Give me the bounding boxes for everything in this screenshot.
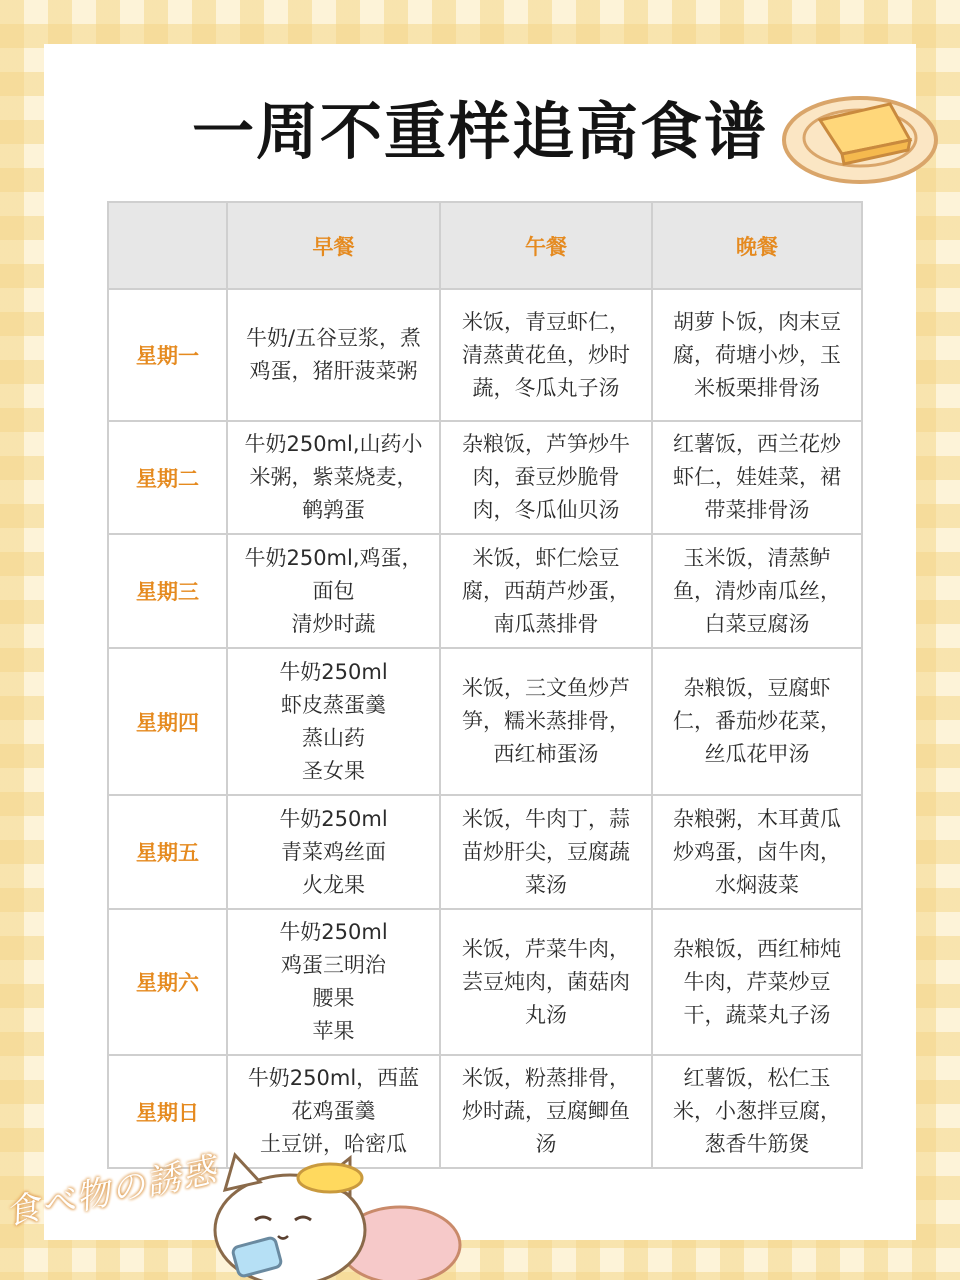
breakfast-cell: 牛奶250ml 鸡蛋三明治 腰果 苹果: [227, 909, 440, 1055]
table-row: [108, 648, 862, 795]
page-title: 一周不重样追高食谱: [191, 95, 768, 168]
day-label: 星期六: [108, 909, 227, 1055]
breakfast-cell: 牛奶250ml 虾皮蒸蛋羹 蒸山药 圣女果: [227, 648, 440, 795]
day-label: 星期四: [108, 648, 227, 795]
header-corner: [108, 202, 227, 289]
lunch-cell: 米饭，青豆虾仁，清蒸黄花鱼，炒时蔬，冬瓜丸子汤: [440, 289, 652, 421]
brand-watermark: 食べ物の誘惑: [1, 1149, 222, 1234]
dinner-cell: 红薯饭，松仁玉米，小葱拌豆腐，葱香牛筋煲: [652, 1055, 862, 1168]
header-lunch: 午餐: [440, 202, 652, 289]
day-label: 星期日: [108, 1055, 227, 1168]
table-row: [108, 421, 862, 534]
day-label: 星期五: [108, 795, 227, 909]
breakfast-cell: 牛奶/五谷豆浆，煮鸡蛋，猪肝菠菜粥: [227, 289, 440, 421]
lunch-cell: 杂粮饭，芦笋炒牛肉，蚕豆炒脆骨肉，冬瓜仙贝汤: [440, 421, 652, 534]
table-row: [108, 795, 862, 909]
dinner-cell: 玉米饭，清蒸鲈鱼，清炒南瓜丝，白菜豆腐汤: [652, 534, 862, 648]
dinner-cell: 胡萝卜饭，肉末豆腐，荷塘小炒，玉米板栗排骨汤: [652, 289, 862, 421]
dinner-cell: 杂粮饭，西红柿炖牛肉，芹菜炒豆干，蔬菜丸子汤: [652, 909, 862, 1055]
dinner-cell: 杂粮粥，木耳黄瓜炒鸡蛋，卤牛肉，水焖菠菜: [652, 795, 862, 909]
dinner-cell: 红薯饭，西兰花炒虾仁，娃娃菜，裙带菜排骨汤: [652, 421, 862, 534]
lunch-cell: 米饭，芹菜牛肉，芸豆炖肉，菌菇肉丸汤: [440, 909, 652, 1055]
lunch-cell: 米饭，牛肉丁，蒜苗炒肝尖，豆腐蔬菜汤: [440, 795, 652, 909]
header-breakfast: 早餐: [227, 202, 440, 289]
breakfast-cell: 牛奶250ml,鸡蛋， 面包 清炒时蔬: [227, 534, 440, 648]
breakfast-cell: 牛奶250ml 青菜鸡丝面 火龙果: [227, 795, 440, 909]
day-label: 星期三: [108, 534, 227, 648]
dinner-cell: 杂粮饭，豆腐虾仁，番茄炒花菜，丝瓜花甲汤: [652, 648, 862, 795]
breakfast-cell: 牛奶250ml，西蓝花鸡蛋羹 土豆饼，哈密瓜: [227, 1055, 440, 1168]
day-label: 星期一: [108, 289, 227, 421]
lunch-cell: 米饭，粉蒸排骨，炒时蔬，豆腐鲫鱼汤: [440, 1055, 652, 1168]
lunch-cell: 米饭，三文鱼炒芦笋，糯米蒸排骨，西红柿蛋汤: [440, 648, 652, 795]
lunch-cell: 米饭，虾仁烩豆腐，西葫芦炒蛋，南瓜蒸排骨: [440, 534, 652, 648]
header-row: [108, 202, 862, 289]
cake-plate-illustration: [780, 80, 940, 190]
weekly-menu-table: [107, 201, 863, 1169]
breakfast-cell: 牛奶250ml,山药小米粥，紫菜烧麦，鹌鹑蛋: [227, 421, 440, 534]
day-label: 星期二: [108, 421, 227, 534]
table-row: [108, 289, 862, 421]
header-dinner: 晚餐: [652, 202, 862, 289]
cat-illustration: [180, 1150, 470, 1280]
table-row: [108, 909, 862, 1055]
table-row: [108, 534, 862, 648]
